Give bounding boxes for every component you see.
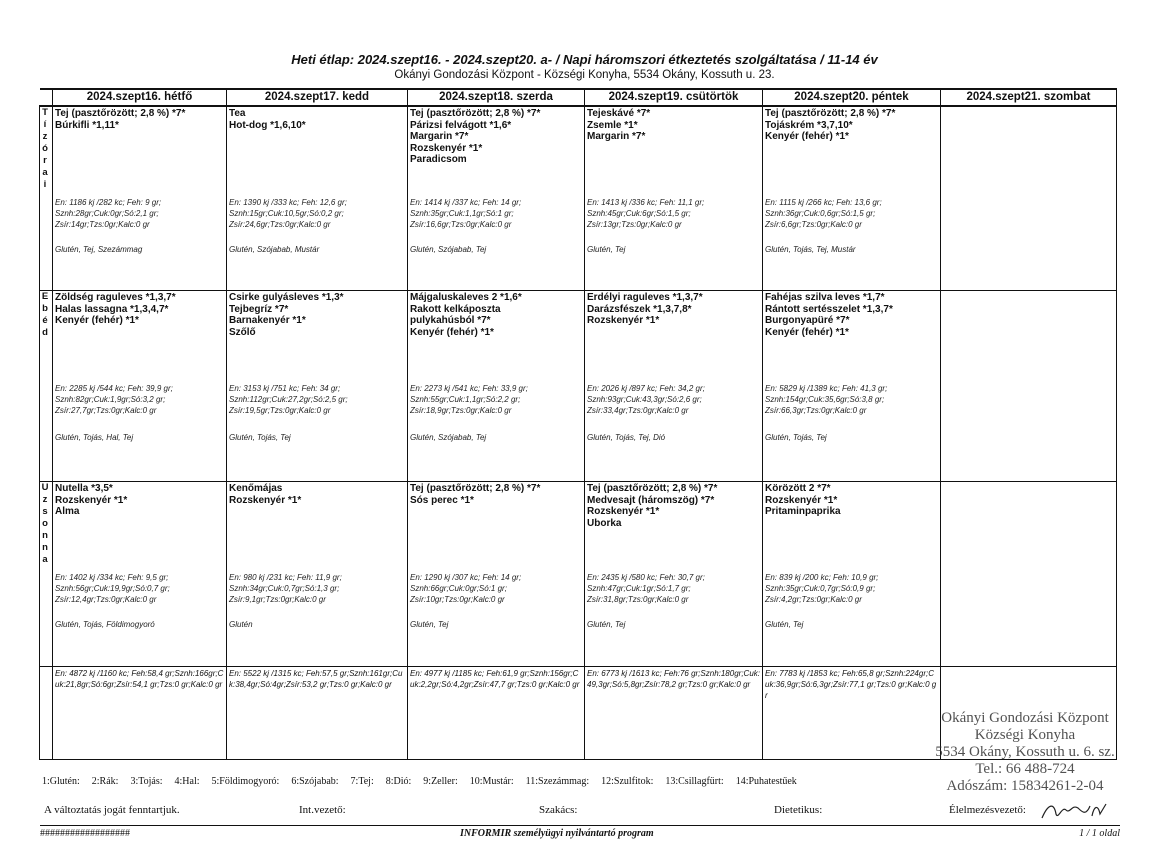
allergen-list: Glutén, Tojás, Földimogyoró [55,620,155,629]
allergen-legend-item: 6:Szójabab: [291,776,339,787]
meal-label-letter: E [41,291,51,302]
dish-list [53,107,226,131]
dish-item: Darázsfészek *1,3,7,8* [587,303,692,315]
dish-item: Tej (pasztőrözött; 2,8 %) *7* [55,108,186,119]
allergen-legend-item: 9:Zeller: [423,776,458,787]
nutrition-info [55,383,224,416]
meal-label-letter: z [42,494,50,505]
weekly-menu-table [39,88,1117,760]
dish-item: Rozskenyér *1* [765,494,838,506]
dish-item: Margarin *7* [410,131,469,142]
nutrition-info [229,572,405,605]
menu-cell [763,291,941,482]
meal-label [40,291,53,482]
meal-label-letter: T [42,107,50,118]
meal-label-letter: o [42,518,50,529]
allergen-list: Glutén, Tej [587,245,626,254]
meal-label [40,482,53,667]
dish-item: Kenyér (fehér) *1* [765,131,849,142]
allergen-legend-item: 5:Földimogyoró: [211,776,280,787]
allergen-legend-item: 4:Hal: [174,776,200,787]
nutrition-line: En: 1390 kj /333 kc; Feh: 12,6 gr; [229,198,347,207]
nutrition-line: Zsír:31,8gr;Tzs:0gr;Kalc:0 gr [587,595,689,604]
daily-total-text: En: 5522 kj /1315 kc; Feh:57,5 gr;Sznh:161gr;Cuk:38,4gr;Só:4gr;Zsír:53,2 gr;Tzs:0 gr;Kalc:0 gr [229,669,403,689]
dish-list [763,107,940,143]
meal-row [40,482,1117,667]
day-header: 2024.szept16. hétfő [53,89,227,106]
dish-item: Tejeskávé *7* [587,108,651,119]
dish-list [53,291,226,327]
day-header: 2024.szept20. péntek [763,89,941,106]
dish-item: Erdélyi raguleves *1,3,7* [587,292,703,303]
dish-item: Rozskenyér *1* [55,494,128,506]
dish-list [227,107,407,131]
daily-total-text: En: 7783 kj /1853 kc; Feh:65,8 gr;Sznh:224gr;Cuk:36,9gr;Só:6,3gr;Zsír:77,1 gr;Tzs:0 gr;Kalc:0 gr [765,669,937,700]
szakacs-label: Szakács: [539,804,578,816]
menu-cell [585,291,763,482]
dish-item: Pritaminpaprika [765,506,841,517]
menu-cell [941,482,1117,667]
dish-item: Paradicsom [410,154,467,165]
allergen-legend-item: 10:Mustár: [469,776,514,787]
menu-cell [408,291,585,482]
nutrition-line: Zsír:66,3gr;Tzs:0gr;Kalc:0 gr [765,406,867,415]
meal-label-letter: r [43,155,49,166]
dish-item: Körözött 2 *7* [765,483,831,494]
nutrition-line: Sznh:34gr;Cuk:0,7gr;Só:1,3 gr; [229,584,340,593]
dish-list [763,291,940,338]
dish-item: Zsemle *1* [587,119,638,131]
nutrition-line: Sznh:93gr;Cuk:43,3gr;Só:2,6 gr; [587,395,702,404]
nutrition-line: Zsír:9,1gr;Tzs:0gr;Kalc:0 gr [229,595,326,604]
dish-item: Halas lassagna *1,3,4,7* [55,303,169,315]
stamp-line: Adószám: 15834261-2-04 [946,778,1104,794]
menu-cell [585,482,763,667]
meal-label-letter: s [42,506,50,517]
day-header: 2024.szept18. szerda [408,89,585,106]
page-number: 1 / 1 oldal [1079,828,1120,839]
corner-header [40,89,53,106]
dish-item: Szőlő [229,326,256,338]
dish-item: Alma [55,506,80,517]
dish-item: Rakott kelkáposzta [410,303,501,315]
dish-item: Tej (pasztőrözött; 2,8 %) *7* [765,108,896,119]
nutrition-line: Sznh:82gr;Cuk:1,9gr;Só:3,2 gr; [55,395,166,404]
nutrition-line: Sznh:35gr;Cuk:0,7gr;Só:0,9 gr; [765,584,876,593]
menu-cell [585,106,763,291]
meal-label-letter: ó [42,143,50,154]
dish-item: Barnakenyér *1* [229,315,306,326]
nutrition-info [765,197,938,230]
nutrition-line: Sznh:154gr;Cuk:35,6gr;Só:3,8 gr; [765,395,885,404]
nutrition-line: Zsír:16,6gr;Tzs:0gr;Kalc:0 gr [410,220,512,229]
nutrition-line: En: 3153 kj /751 kc; Feh: 34 gr; [229,384,341,393]
dish-item: Uborka [587,517,622,529]
nutrition-line: En: 2273 kj /541 kc; Feh: 33,9 gr; [410,384,528,393]
meal-label-letter: n [42,542,50,553]
menu-cell [227,106,408,291]
nutrition-line: En: 2285 kj /544 kc; Feh: 39,9 gr; [55,384,173,393]
dish-list [53,482,226,518]
nutrition-line: En: 980 kj /231 kc; Feh: 11,9 gr; [229,573,342,582]
dish-item: Rozskenyér *1* [410,142,483,154]
nutrition-info [229,383,405,416]
dish-list [408,291,584,338]
handwritten-signature [1040,800,1110,822]
hash-marks: ################## [40,828,130,839]
allergen-list: Glutén, Tojás, Hal, Tej [55,433,134,442]
int-vezeto-label: Int.vezető: [299,804,346,816]
nutrition-info [587,572,760,605]
dish-item: Búrkifli *1,11* [55,119,119,131]
dish-item: Rozskenyér *1* [229,494,302,506]
nutrition-line: Sznh:15gr;Cuk:10,5gr;Só:0,2 gr; [229,209,344,218]
day-header: 2024.szept19. csütörtök [585,89,763,106]
meal-label [40,106,53,291]
allergen-legend-item: 2:Rák: [91,776,119,787]
nutrition-line: En: 2026 kj /897 kc; Feh: 34,2 gr; [587,384,705,393]
meal-label-letter: é [42,315,50,326]
nutrition-line: Zsír:18,9gr;Tzs:0gr;Kalc:0 gr [410,406,512,415]
dish-item: Tej (pasztőrözött; 2,8 %) *7* [410,108,541,119]
daily-total-cell [408,667,585,760]
dish-list [941,107,1116,108]
dish-list [585,291,762,327]
nutrition-line: En: 839 kj /200 kc; Feh: 10,9 gr; [765,573,879,582]
nutrition-line: Sznh:36gr;Cuk:0,6gr;Só:1,5 gr; [765,209,876,218]
nutrition-info [410,572,582,605]
dish-item: Medvesajt (háromszög) *7* [587,494,715,506]
nutrition-info [410,197,582,230]
allergen-list: Glutén, Szójabab, Mustár [229,245,320,254]
dish-item: Zöldség raguleves *1,3,7* [55,292,176,303]
dish-item: Sós perec *1* [410,494,474,506]
nutrition-line: Zsír:14gr;Tzs:0gr;Kalc:0 gr [55,220,150,229]
program-name: INFORMIR személyügyi nyilvántartó program [460,828,654,839]
nutrition-line: Zsír:19,5gr;Tzs:0gr;Kalc:0 gr [229,406,331,415]
menu-cell [408,106,585,291]
dish-list [585,482,762,529]
institution-subtitle: Okányi Gondozási Központ - Községi Konyha, 5534 Okány, Kossuth u. 23. [394,69,775,81]
allergen-legend-item: 11:Szezámmag: [525,776,590,787]
day-header: 2024.szept17. kedd [227,89,408,106]
allergen-legend-item: 12:Szulfitok: [601,776,654,787]
nutrition-line: En: 1186 kj /282 kc; Feh: 9 gr; [55,198,162,207]
dish-item: Burgonyapüré *7* [765,315,850,326]
nutrition-line: Sznh:56gr;Cuk:19,9gr;Só:0,7 gr; [55,584,170,593]
nutrition-line: En: 1402 kj /334 kc; Feh: 9,5 gr; [55,573,169,582]
dish-list [763,482,940,518]
daily-total-cell [585,667,763,760]
menu-cell [941,291,1117,482]
menu-cell [763,106,941,291]
allergen-list: Glutén, Tej [765,620,804,629]
stamp-line: 5534 Okány, Kossuth u. 6. sz. [935,744,1115,760]
allergen-list: Glutén, Tej [587,620,626,629]
dish-list [227,482,407,506]
nutrition-info [765,572,938,605]
dish-item: Margarin *7* [587,131,646,142]
meal-row [40,291,1117,482]
meal-row [40,106,1117,291]
allergen-legend-item: 14:Puhatestűek [735,776,797,787]
allergen-list: Glutén [229,620,253,629]
allergen-list: Glutén, Tojás, Tej, Dió [587,433,666,442]
menu-cell [53,482,227,667]
nutrition-info [587,383,760,416]
dish-item: Tojáskrém *3,7,10* [765,119,853,131]
allergen-list: Glutén, Szójabab, Tej [410,245,487,254]
dish-item: Hot-dog *1,6,10* [229,119,306,131]
nutrition-line: Zsír:33,4gr;Tzs:0gr;Kalc:0 gr [587,406,689,415]
allergen-list: Glutén, Tojás, Tej [765,433,827,442]
nutrition-line: Sznh:66gr;Cuk:0gr;Só:1 gr; [410,584,507,593]
dish-item: Májgaluskaleves 2 *1,6* [410,292,522,303]
meal-label-letter: i [43,179,49,190]
menu-cell [53,291,227,482]
allergen-legend-item: 13:Csillagfürt: [665,776,724,787]
dish-list [227,291,407,338]
stamp-line: Községi Konyha [974,727,1076,743]
dish-item: Rántott sertésszelet *1,3,7* [765,303,893,315]
daily-total-text: En: 4977 kj /1185 kc; Feh:61,9 gr;Sznh:156gr;Cuk:2,2gr;Só:4,2gr;Zsír:47,7 gr;Tzs:0 gr;Kalc:0 gr [410,669,580,689]
nutrition-line: Zsír:4,2gr;Tzs:0gr;Kalc:0 gr [765,595,862,604]
dish-list [941,291,1116,292]
meal-label-letter: b [42,303,50,314]
nutrition-info [55,572,224,605]
daily-total-text: En: 4872 kj /1160 kc; Feh:58,4 gr;Sznh:166gr;Cuk:21,8gr;Só:6gr;Zsír:54,1 gr;Tzs:0 gr;Kalc:0 gr [55,669,224,689]
menu-cell [227,482,408,667]
dish-item: Tejbegríz *7* [229,303,289,315]
allergen-list: Glutén, Tojás, Tej [229,433,291,442]
nutrition-line: Zsír:12,4gr;Tzs:0gr;Kalc:0 gr [55,595,157,604]
dish-item: pulykahúsból *7* [410,315,491,326]
change-notice: A változtatás jogát fenntartjuk. [44,804,180,816]
menu-cell [408,482,585,667]
menu-cell [763,482,941,667]
institution-stamp [905,710,1145,795]
daily-total-text: En: 6773 kj /1613 kc; Feh:76 gr;Sznh:180gr;Cuk:49,3gr;Só:5,8gr;Zsír:78,2 gr;Tzs:0 gr;Kalc:0 gr [587,669,760,689]
nutrition-info [55,197,224,230]
nutrition-line: En: 5829 kj /1389 kc; Feh: 41,3 gr; [765,384,888,393]
stamp-line: Tel.: 66 488-724 [975,761,1075,777]
allergen-list: Glutén, Tej [410,620,449,629]
daily-total-cell [227,667,408,760]
allergen-legend-item: 7:Tej: [350,776,374,787]
meal-label-letter: z [42,131,50,142]
meal-label-letter: U [41,482,51,493]
document-footer [40,825,1120,840]
elelmezesvezeto-label: Élelmezésvezető: [949,804,1026,816]
dish-item: Tej (pasztőrözött; 2,8 %) *7* [587,483,718,494]
nutrition-line: Sznh:28gr;Cuk:0gr;Só:2,1 gr; [55,209,159,218]
meal-label-letter: a [42,554,50,565]
dish-list [408,482,584,506]
nutrition-line: En: 1413 kj /336 kc; Feh: 11,1 gr; [587,198,705,207]
nutrition-line: Zsír:6,6gr;Tzs:0gr;Kalc:0 gr [765,220,862,229]
daily-total-cell [53,667,227,760]
dish-item: Tea [229,108,246,119]
dish-item: Rozskenyér *1* [587,315,660,326]
nutrition-line: Sznh:47gr;Cuk:1gr;Só:1,7 gr; [587,584,691,593]
nutrition-line: Zsír:10gr;Tzs:0gr;Kalc:0 gr [410,595,505,604]
nutrition-line: Sznh:55gr;Cuk:1,1gr;Só:2,2 gr; [410,395,521,404]
day-header: 2024.szept21. szombat [941,89,1117,106]
allergen-list: Glutén, Szójabab, Tej [410,433,487,442]
signature-line [44,804,1124,818]
dish-item: Nutella *3,5* [55,483,113,494]
menu-cell [227,291,408,482]
nutrition-line: En: 1290 kj /307 kc; Feh: 14 gr; [410,573,522,582]
allergen-legend-item: 1:Glutén: [42,776,80,787]
dish-item: Csirke gulyásleves *1,3* [229,292,344,303]
menu-title: Heti étlap: 2024.szept16. - 2024.szept20. a- / Napi háromszori étkeztetés szolgáltatása / 11-14 év [291,52,878,67]
dish-list [585,107,762,143]
nutrition-line: En: 2435 kj /580 kc; Feh: 30,7 gr; [587,573,705,582]
allergen-list: Glutén, Tej, Szezámmag [55,245,143,254]
nutrition-line: Sznh:112gr;Cuk:27,2gr;Só:2,5 gr; [229,395,348,404]
menu-cell [53,106,227,291]
meal-label-letter: n [42,530,50,541]
dish-item: Kenőmájas [229,483,283,494]
nutrition-line: En: 1115 kj /266 kc; Feh: 13,6 gr; [765,198,882,207]
dish-list [941,482,1116,483]
nutrition-line: Zsír:24,6gr;Tzs:0gr;Kalc:0 gr [229,220,331,229]
nutrition-info [765,383,938,416]
dietetikus-label: Dietetikus: [774,804,823,816]
nutrition-line: Sznh:35gr;Cuk:1,1gr;Só:1 gr; [410,209,514,218]
dish-item: Kenyér (fehér) *1* [55,315,139,326]
dish-list [408,107,584,166]
menu-cell [941,106,1117,291]
allergen-legend-item: 3:Tojás: [130,776,163,787]
allergen-list: Glutén, Tojás, Tej, Mustár [765,245,856,254]
dish-item: Rozskenyér *1* [587,506,660,517]
allergen-legend-item: 8:Dió: [385,776,412,787]
nutrition-line: En: 1414 kj /337 kc; Feh: 14 gr; [410,198,522,207]
dish-item: Tej (pasztőrözött; 2,8 %) *7* [410,483,541,494]
meal-label-letter: d [42,327,50,338]
dish-item: Párizsi felvágott *1,6* [410,119,512,131]
day-header-row [40,89,1117,106]
nutrition-info [587,197,760,230]
nutrition-info [410,383,582,416]
nutrition-line: Zsír:27,7gr;Tzs:0gr;Kalc:0 gr [55,406,157,415]
dish-item: Kenyér (fehér) *1* [765,326,849,338]
meal-label-letter: í [43,119,49,130]
dish-item: Kenyér (fehér) *1* [410,326,494,338]
daily-total-text [941,667,1116,669]
nutrition-info [229,197,405,230]
dish-item: Fahéjas szilva leves *1,7* [765,292,885,303]
meal-label-letter: a [42,167,50,178]
nutrition-line: Sznh:45gr;Cuk:6gr;Só:1,5 gr; [587,209,691,218]
stamp-line: Okányi Gondozási Központ [941,710,1109,726]
totals-label [40,667,53,760]
nutrition-line: Zsír:13gr;Tzs:0gr;Kalc:0 gr [587,220,682,229]
